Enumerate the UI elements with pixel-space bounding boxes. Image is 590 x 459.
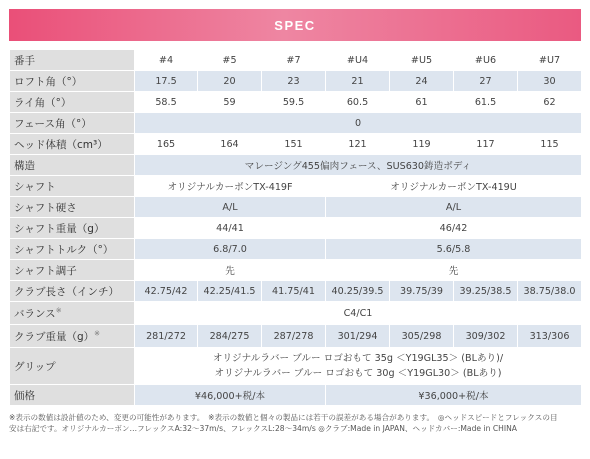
label-loft: ロフト角（°） [10, 71, 135, 92]
row-shaft-weight [10, 218, 582, 239]
label-length: クラブ長さ（インチ） [10, 281, 135, 302]
cell-length: 38.75/38.0 [518, 281, 582, 302]
cell-club-weight: 281/272 [135, 325, 198, 348]
label-club-weight-cell [10, 325, 135, 348]
label-shaft-weight: シャフト重量（g） [10, 218, 135, 239]
cell-loft: 20 [198, 71, 262, 92]
spec-title: SPEC [274, 17, 316, 33]
cell-length: 39.25/38.5 [454, 281, 518, 302]
cell-number: #5 [198, 50, 262, 71]
cell-loft: 21 [326, 71, 390, 92]
row-grip [10, 348, 582, 385]
cell-kick: 先 [326, 260, 582, 281]
label-kick: シャフト調子 [10, 260, 135, 281]
cell-club-weight: 284/275 [198, 325, 262, 348]
cell-volume: 164 [198, 134, 262, 155]
label-structure: 構造 [10, 155, 135, 176]
cell-lie: 59.5 [262, 92, 326, 113]
row-club-weight [10, 325, 582, 348]
cell-shaft: オリジナルカーボンTX-419U [326, 176, 582, 197]
balance-note-mark: ※ [55, 306, 62, 314]
cell-lie: 61.5 [454, 92, 518, 113]
row-number [10, 50, 582, 71]
cell-loft: 24 [390, 71, 454, 92]
cell-torque: 6.8/7.0 [135, 239, 326, 260]
cell-shaft: オリジナルカーボンTX-419F [135, 176, 326, 197]
label-shaft: シャフト [10, 176, 135, 197]
cell-number: #4 [135, 50, 198, 71]
cell-loft: 17.5 [135, 71, 198, 92]
cell-face: 0 [135, 113, 582, 134]
label-lie: ライ角（°） [10, 92, 135, 113]
cell-number: #U4 [326, 50, 390, 71]
cell-lie: 61 [390, 92, 454, 113]
cell-length: 40.25/39.5 [326, 281, 390, 302]
grip-line: オリジナルラバー ブルー ロゴおもて 35g ＜Y19GL35＞ (BLあり)/ [212, 353, 504, 364]
row-flex [10, 197, 582, 218]
cell-number: #7 [262, 50, 326, 71]
label-grip: グリップ [10, 348, 135, 385]
cell-loft: 30 [518, 71, 582, 92]
label-torque: シャフトトルク（°） [10, 239, 135, 260]
cell-number: #U7 [518, 50, 582, 71]
cell-flex: A/L [135, 197, 326, 218]
cell-shaft-weight: 46/42 [326, 218, 582, 239]
row-price [10, 385, 582, 406]
row-shaft [10, 176, 582, 197]
cell-lie: 58.5 [135, 92, 198, 113]
label-number: 番手 [10, 50, 135, 71]
cell-volume: 115 [518, 134, 582, 155]
cell-shaft-weight: 44/41 [135, 218, 326, 239]
cell-kick: 先 [135, 260, 326, 281]
cell-flex: A/L [326, 197, 582, 218]
row-balance [10, 302, 582, 325]
row-loft [10, 71, 582, 92]
cell-number: #U5 [390, 50, 454, 71]
cell-lie: 62 [518, 92, 582, 113]
cell-number: #U6 [454, 50, 518, 71]
footnotes [9, 412, 584, 434]
cell-length: 39.75/39 [390, 281, 454, 302]
grip-line: オリジナルラバー ブルー ロゴおもて 30g ＜Y19GL30＞ (BLあり) [214, 368, 502, 379]
cell-price: ¥46,000+税/本 [135, 385, 326, 406]
row-torque [10, 239, 582, 260]
footnote-line: 安は右記です。オリジナルカーボン…フレックスA:32～37m/s、フレックスL:28～34m/s ◎クラブ:Made in JAPAN、ヘッドカバー:Made in CHINA [9, 424, 517, 433]
cell-grip [135, 348, 582, 385]
spec-table [9, 49, 582, 406]
cell-volume: 151 [262, 134, 326, 155]
cell-club-weight: 305/298 [390, 325, 454, 348]
label-balance: バランス [14, 307, 56, 320]
row-face [10, 113, 582, 134]
cell-length: 42.75/42 [135, 281, 198, 302]
label-balance-cell [10, 302, 135, 325]
cell-length: 41.75/41 [262, 281, 326, 302]
label-face: フェース角（°） [10, 113, 135, 134]
footnote-line: ※表示の数値は設計値のため、変更の可能性があります。 ※表示の数値と個々の製品には若干の誤差がある場合があります。 ◎ヘッドスピードとフレックスの目 [9, 413, 558, 422]
label-flex: シャフト硬さ [10, 197, 135, 218]
cell-club-weight: 301/294 [326, 325, 390, 348]
cell-volume: 121 [326, 134, 390, 155]
row-lie [10, 92, 582, 113]
row-length [10, 281, 582, 302]
cell-loft: 23 [262, 71, 326, 92]
label-volume: ヘッド体積（cm³） [10, 134, 135, 155]
cell-lie: 60.5 [326, 92, 390, 113]
cell-volume: 117 [454, 134, 518, 155]
cell-balance: C4/C1 [135, 302, 582, 325]
cell-club-weight: 287/278 [262, 325, 326, 348]
cell-torque: 5.6/5.8 [326, 239, 582, 260]
cell-club-weight: 309/302 [454, 325, 518, 348]
label-price: 価格 [10, 385, 135, 406]
cell-structure: マレージング455偏肉フェース、SUS630鋳造ボディ [135, 155, 582, 176]
cell-lie: 59 [198, 92, 262, 113]
row-kick [10, 260, 582, 281]
row-structure [10, 155, 582, 176]
club-weight-note-mark: ※ [94, 329, 101, 337]
cell-loft: 27 [454, 71, 518, 92]
cell-volume: 165 [135, 134, 198, 155]
row-volume [10, 134, 582, 155]
cell-club-weight: 313/306 [518, 325, 582, 348]
cell-length: 42.25/41.5 [198, 281, 262, 302]
label-club-weight: クラブ重量（g） [14, 330, 95, 343]
spec-banner [9, 9, 581, 41]
cell-price: ¥36,000+税/本 [326, 385, 582, 406]
cell-volume: 119 [390, 134, 454, 155]
